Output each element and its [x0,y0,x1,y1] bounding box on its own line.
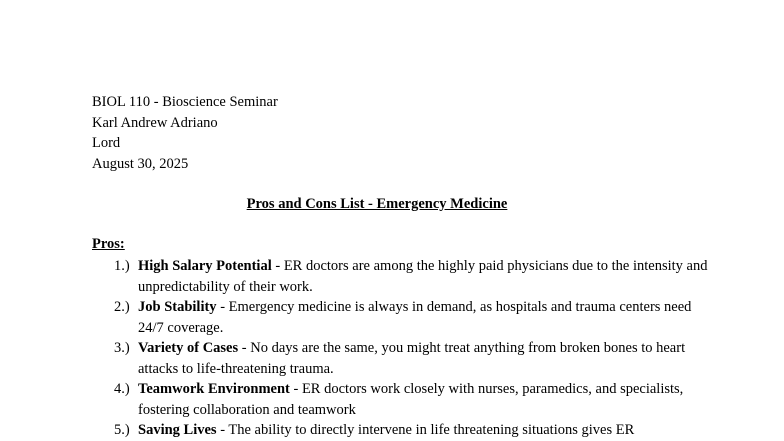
list-item-number: 2.) [114,299,130,315]
list-item [92,338,712,379]
list-item-term: Teamwork Environment [138,381,290,397]
instructor-line: Lord [92,135,121,151]
document-title: Pros and Cons List - Emergency Medicine [246,196,508,212]
list-item-text: - ER doctors work closely with nurses, paramedics, and specialists, fostering collaboration and teamwork [138,381,684,418]
list-item-number: 1.) [114,258,130,274]
list-item [92,256,712,297]
date-line: August 30, 2025 [92,155,189,172]
list-item-text: - Emergency medicine is always in demand, as hospitals and trauma centers need 24/7 coverage. [138,299,692,336]
list-item-number: 4.) [114,381,130,397]
pros-list [92,256,712,441]
student-name-line: Karl Andrew Adriano [92,114,218,131]
list-item-number: 3.) [114,340,130,356]
list-item [92,379,712,420]
course-line: BIOL 110 - Bioscience Seminar [92,94,278,110]
list-item-term: Variety of Cases [138,340,239,356]
list-item-number: 5.) [114,422,130,438]
list-item-text: - The ability to directly intervene in life threatening situations gives ER [216,422,635,438]
list-item [92,420,712,441]
document-header [92,92,278,174]
list-item-text: - ER doctors are among the highly paid physicians due to the intensity and unpredictability of their work. [138,258,708,295]
list-item-term: High Salary Potential [138,258,272,274]
list-item-text: - No days are the same, you might treat anything from broken bones to heart attacks to life-threatening trauma. [138,340,686,377]
pros-heading: Pros: [92,236,125,252]
list-item-term: Job Stability [138,299,217,315]
list-item-term: Saving Lives [138,422,217,438]
list-item [92,297,712,338]
